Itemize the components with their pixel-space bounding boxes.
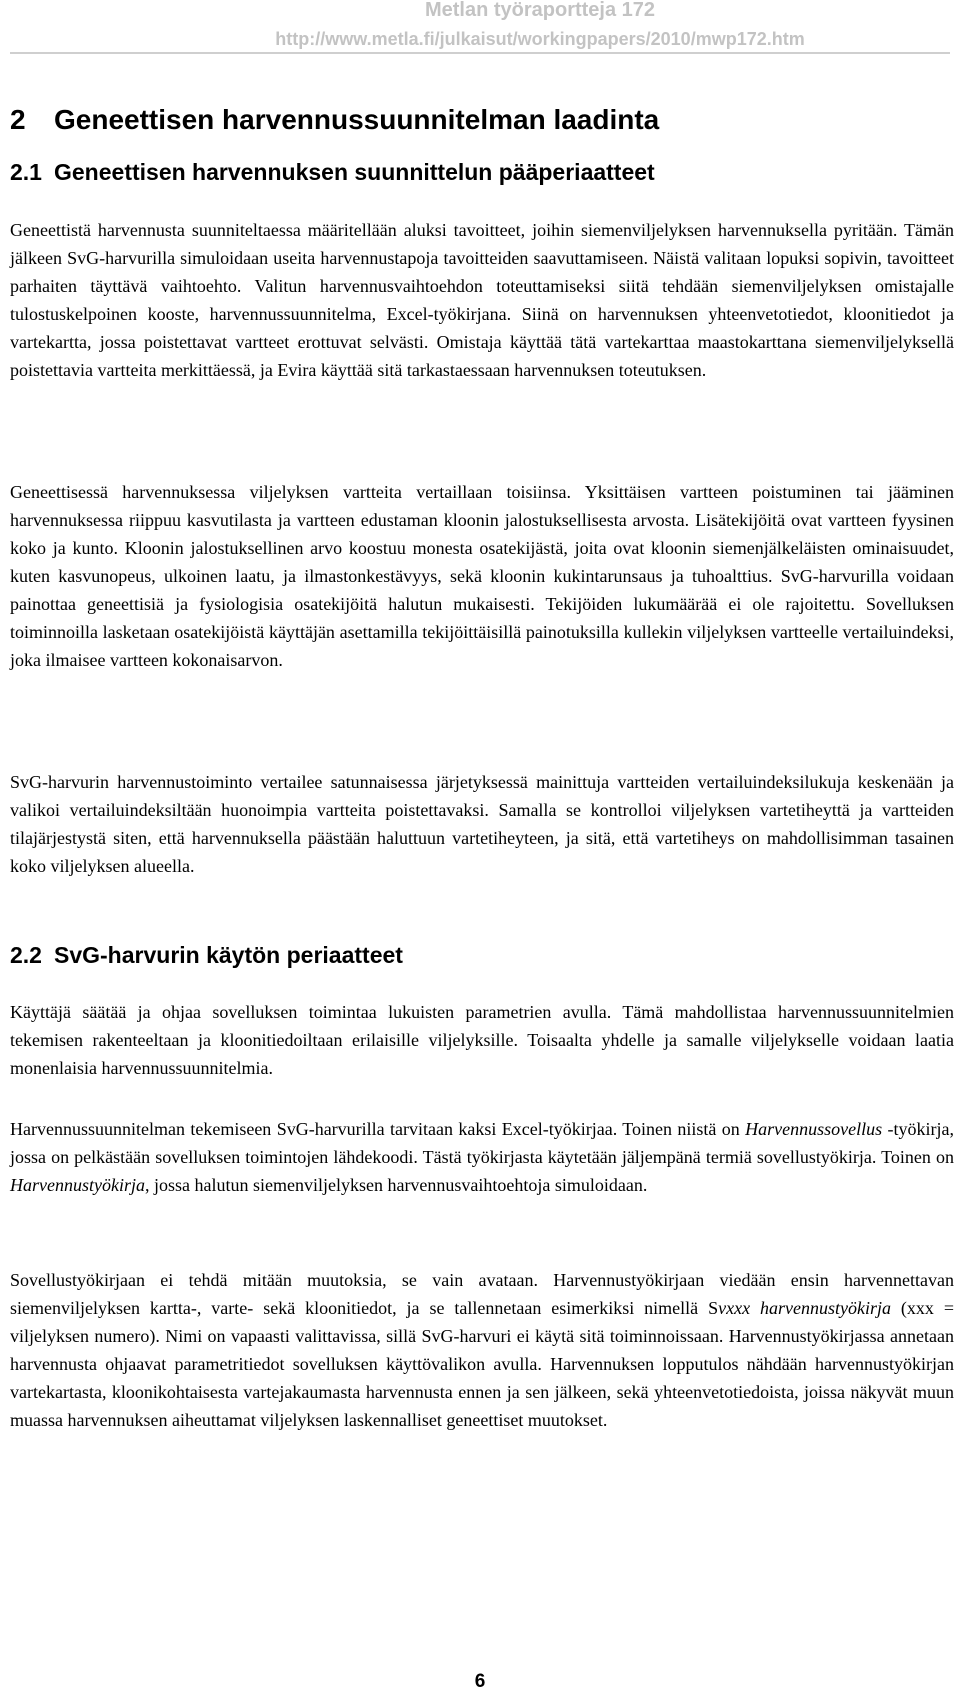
section-title: SvG-harvurin käytön periaatteet bbox=[54, 942, 403, 968]
section-heading-2-2 bbox=[10, 941, 403, 969]
chapter-number: 2 bbox=[10, 104, 26, 135]
paragraph-2-2-3 bbox=[10, 1266, 954, 1434]
italic-term: Harvennustyökirja bbox=[10, 1175, 145, 1195]
italic-term: Harvennussovellus bbox=[745, 1119, 883, 1139]
text-run: -työkirja, jossa on pelkästään sovelluksen toimintojen lähdekoodi. Tästä työkirjasta käytetään jäljempänä termiä sovellustyökirja. Toinen on bbox=[10, 1119, 954, 1167]
italic-term: vxxx harvennustyökirja bbox=[718, 1298, 891, 1318]
paragraph-2-1-2: Geneettisessä harvennuksessa viljelyksen vartteita vertaillaan toisiinsa. Yksittäisen vartteen poistuminen tai jääminen harvennuksessa riippuu kasvutilasta ja vartteen edustaman kloonin jalostuksellisesta arvosta. Lisätekijöitä ovat vartteen fyysinen koko ja kunto. Kloonin jalostuksellinen arvo koostuu monesta osatekijästä, joita ovat kloonin siemenjälkeläisten ominaisuudet, kuten kasvunopeus, ulkoinen laatu, ja ilmastonkestävyys, sekä kloonin kukintarunsaus ja tuhoalttius. SvG-harvurilla voidaan painottaa geneettisiä ja fysiologisia osatekijöitä halutun mukaisesti. Tekijöiden lukumäärää ei ole rajoitettu. Sovelluksen toiminnoilla lasketaan osatekijöistä käyttäjän asettamilla tekijöittäisillä painotuksilla kullekin viljelyksen vartteelle vertailuindeksi, joka ilmaisee vartteen kokonaisarvon. bbox=[10, 482, 954, 670]
text-run: , jossa halutun siemenviljelyksen harvennusvaihtoehtoja simuloidaan. bbox=[144, 1175, 648, 1195]
paragraph-2-1-3: SvG-harvurin harvennustoiminto vertailee satunnaisessa järjetyksessä mainittuja vartteiden vertailuindeksilukuja keskenään ja valikoi vertailuindeksiltään huonoimpia vartteita poistettavaksi. Samalla se kontrolloi viljelyksen vartetiheyttä ja vartteiden tilajärjestystä siten, että harvennuksella päästään haluttuun vartetiheyteen, ja sitä, että vartetiheys on mahdollisimman tasainen koko viljelyksen alueella. bbox=[10, 772, 954, 876]
running-header bbox=[0, 0, 960, 50]
section-number: 2.1 bbox=[10, 159, 42, 185]
section-number: 2.2 bbox=[10, 942, 42, 968]
paragraph-2-2-2 bbox=[10, 1115, 954, 1199]
paragraph-2-1-1: Geneettistä harvennusta suunniteltaessa määritellään aluksi tavoitteet, joihin siemenviljelyksen harvennuksella pyritään. Tämän jälkeen SvG-harvurilla simuloidaan useita harvennustapoja tavoitteiden saavuttamiseen. Näistä valitaan lopuksi sopivin, tavoitteet parhaiten täyttävä vaihtoehto. Valitun harvennusvaihtoehdon toteuttamiseksi siitä tehdään siemenviljelyksen omistajalle tulostuskelpoinen kooste, harvennussuunnitelma, Excel-työkirjana. Siinä on harvennuksen yhteenvetotiedot, kloonitiedot ja vartekartta, jossa poistettavat vartteet erottuvat selvästi. Omistaja käyttää tätä vartekarttaa maastokarttana siemenviljelyksellä poistettavia vartteita merkittäessä, ja Evira käyttää sitä tarkastaessaan harvennuksen toteutuksen. bbox=[10, 220, 954, 380]
chapter-title: Geneettisen harvennussuunnitelman laadinta bbox=[54, 104, 660, 135]
text-run: Sovellustyökirjaan ei tehdä mitään muutoksia, se vain avataan. Harvennustyökirjaan viedään ensin harvennettavan siemenviljelyksen kartta-, varte- sekä kloonitiedot, ja se tallennetaan esimerkiksi nimellä S bbox=[10, 1270, 954, 1318]
section-heading-2-1 bbox=[10, 158, 655, 186]
text-run: Harvennussuunnitelman tekemiseen SvG-harvurilla tarvitaan kaksi Excel-työkirjaa. Toinen niistä on bbox=[10, 1119, 746, 1139]
text-run: (xxx = viljelyksen numero). Nimi on vapaasti valittavissa, sillä SvG-harvuri ei käytä sitä toiminnoissaan. Harvennustyökirjassa annetaan harvennusta ohjaavat parametritiedot sovelluksen käyttövalikon avulla. Harvennuksen lopputulos nähdään harvennustyökirjan vartekartasta, kloonikohtaisesta vartejakaumasta harvennusta ennen ja sen jälkeen, sekä yhteenvetotiedoista, joissa näkyvät muun muassa harvennuksen aiheuttamat viljelyksen laskennalliset geneettiset muutokset. bbox=[10, 1298, 954, 1430]
section-title: Geneettisen harvennuksen suunnittelun pääperiaatteet bbox=[54, 159, 655, 185]
series-title: Metlan työraportteja 172 bbox=[424, 0, 656, 21]
paragraph-2-2-1: Käyttäjä säätää ja ohjaa sovelluksen toimintaa lukuisten parametrien avulla. Tämä mahdollistaa harvennussuunnitelmien tekemisen rakenteeltaan ja kloonitiedoiltaan erilaisille viljelyksille. Toisaalta yhdelle ja samalle viljelykselle voidaan laatia monenlaisia harvennussuunnitelmia. bbox=[10, 1002, 954, 1078]
page-number: 6 bbox=[474, 1671, 486, 1692]
header-url-link[interactable]: http://www.metla.fi/julkaisut/workingpapers/2010/mwp172.htm bbox=[275, 29, 805, 49]
chapter-heading bbox=[10, 103, 659, 137]
header-divider bbox=[10, 52, 950, 54]
